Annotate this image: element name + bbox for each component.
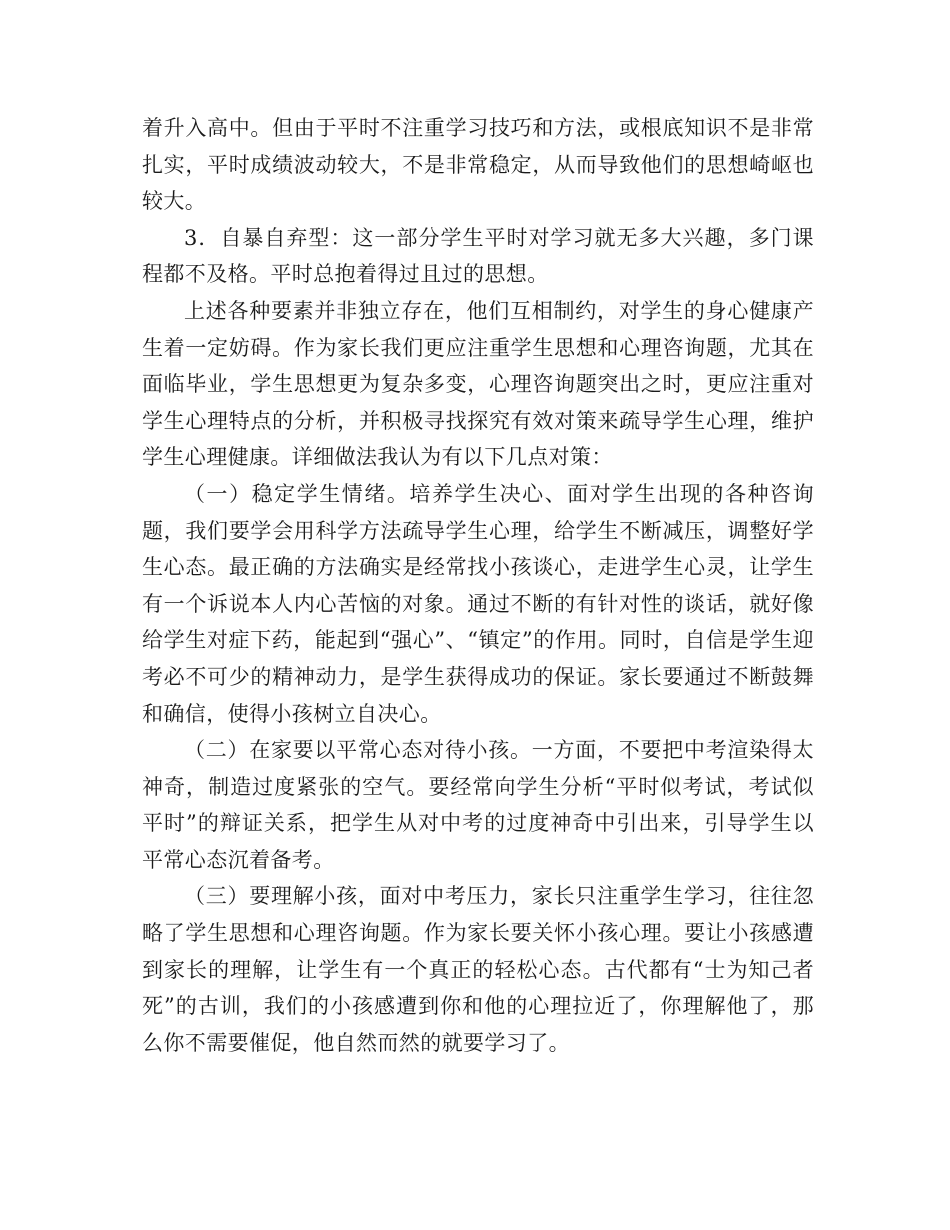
paragraph-item-3: 3．自暴自弃型：这一部分学生平时对学习就无多大兴趣，多门课程都不及格。平时总抱着得过且过的思想。 [142,225,814,287]
document-body [142,110,814,1061]
paragraph-continuation: 着升入高中。但由于平时不注重学习技巧和方法，或根底知识不是非常扎实，平时成绩波动较大，不是非常稳定，从而导致他们的思想崎岖也较大。 [142,116,814,214]
paragraph-summary: 上述各种要素并非独立存在，他们互相制约，对学生的身心健康产生着一定妨碍。作为家长我们更应注重学生思想和心理咨询题，尤其在面临毕业，学生思想更为复杂多变，心理咨询题突出之时，更应注重对学生心理特点的分析，并积极寻找探究有效对策来疏导学生心理，维护学生心理健康。详细做法我认为有以下几点对策： [142,298,814,470]
paragraph-measure-2: （二）在家要以平常心态对待小孩。一方面，不要把中考渲染得太神奇，制造过度紧张的空气。要经常向学生分析“平时似考试，考试似平时”的辩证关系，把学生从对中考的过度神奇中引出来，引导学生以平常心态沉着备考。 [142,738,814,872]
paragraph-measure-3: （三）要理解小孩，面对中考压力，家长只注重学生学习，往往忽略了学生思想和心理咨询题。作为家长要关怀小孩心理。要让小孩感遭到家长的理解，让学生有一个真正的轻松心态。古代都有“士为知己者死”的古训，我们的小孩感遭到你和他的心理拉近了，你理解他了，那么你不需要催促，他自然而然的就要学习了。 [142,884,814,1055]
paragraph-measure-1: （一）稳定学生情绪。培养学生决心、面对学生出现的各种咨询题，我们要学会用科学方法疏导学生心理，给学生不断减压，调整好学生心态。最正确的方法确实是经常找小孩谈心，走进学生心灵，让学生有一个诉说本人内心苦恼的对象。通过不断的有针对性的谈话，就好像给学生对症下药，能起到“强心”、“镇定”的作用。同时，自信是学生迎考必不可少的精神动力，是学生获得成功的保证。家长要通过不断鼓舞和确信，使得小孩树立自决心。 [142,481,814,726]
